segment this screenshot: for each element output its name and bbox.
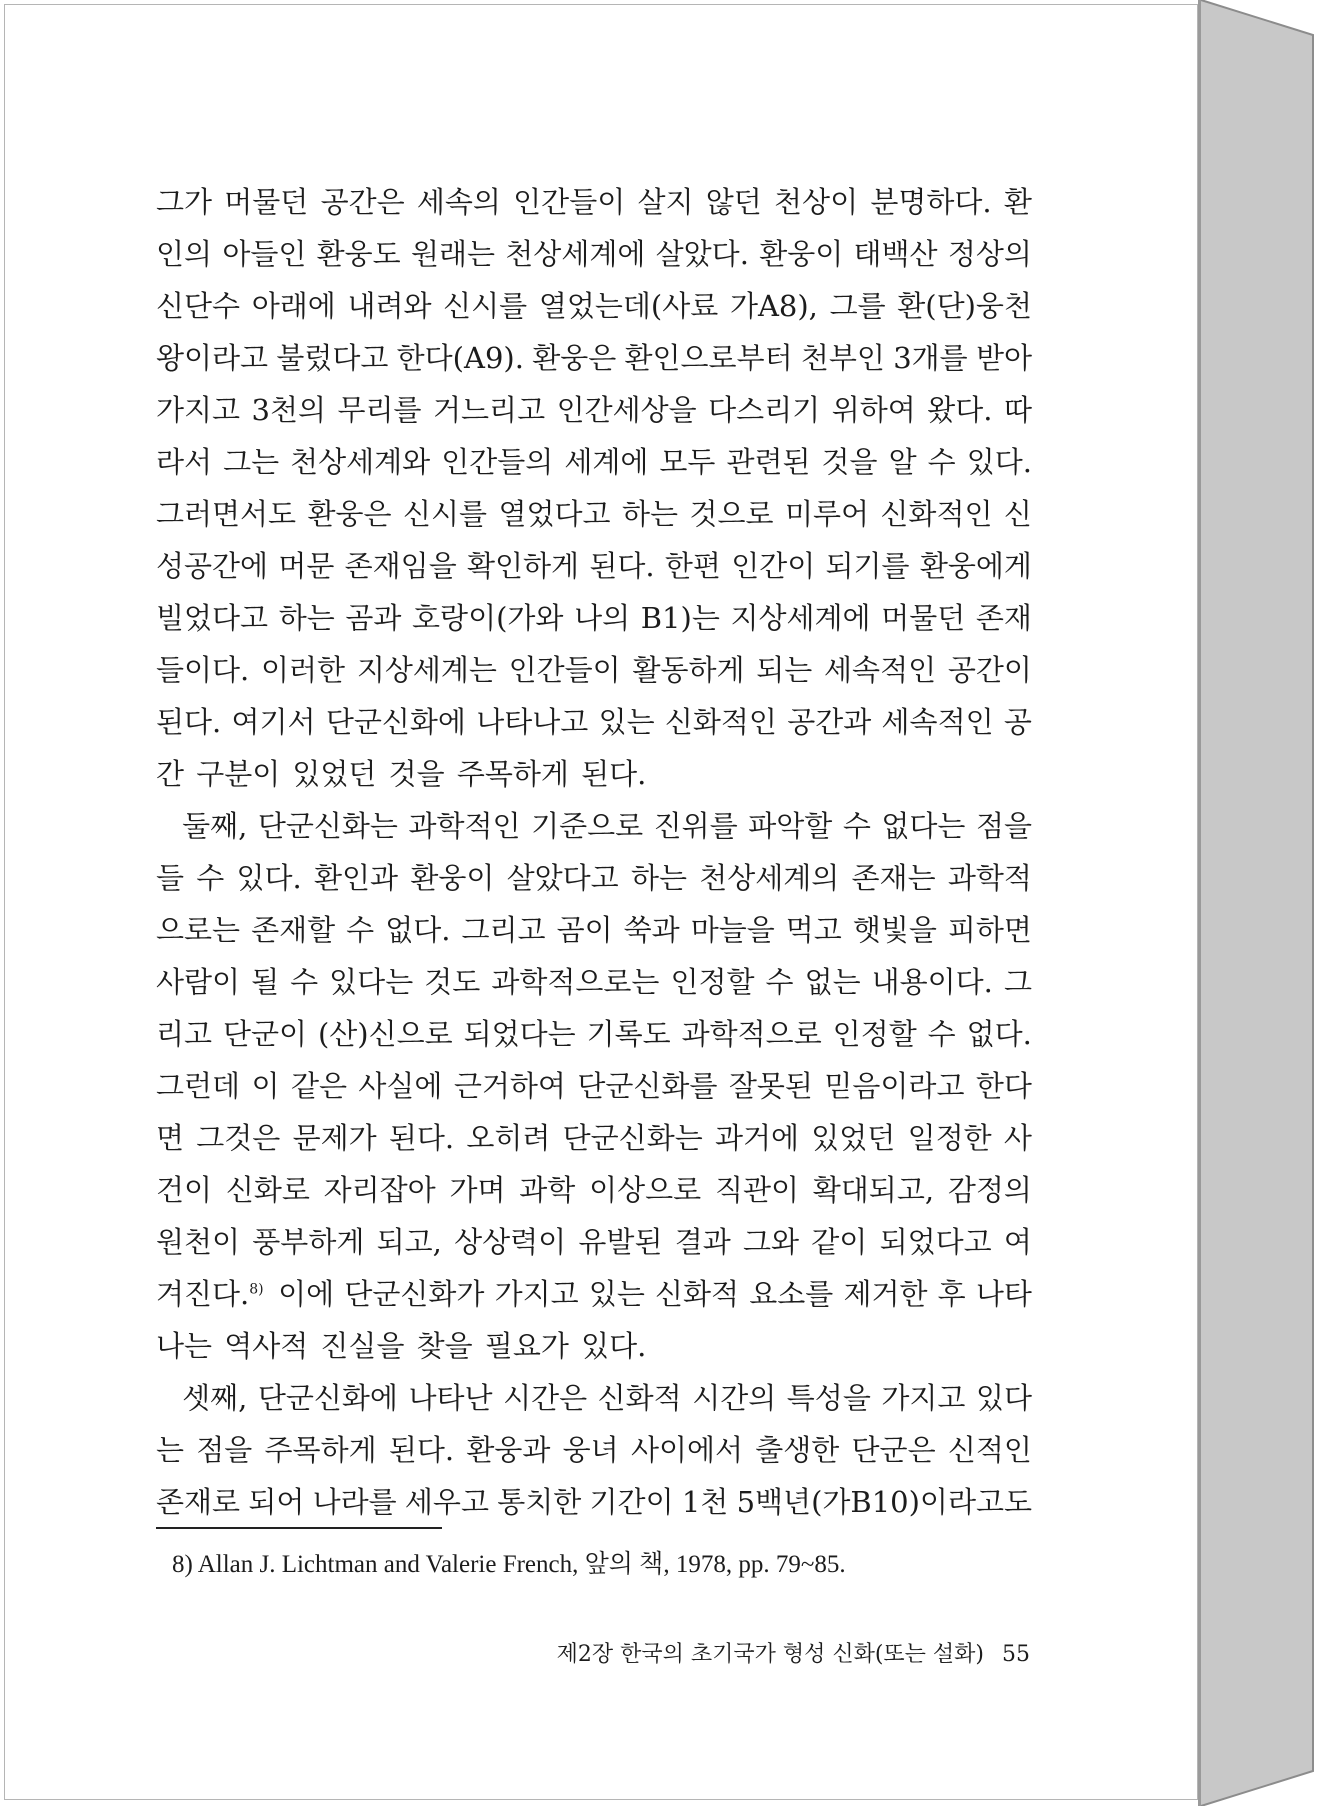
word: 머문	[278, 549, 335, 583]
word: 인간들이	[513, 185, 626, 219]
word: 수	[346, 913, 375, 947]
word: 사람이	[156, 965, 241, 999]
word: 신화적	[597, 1381, 682, 1415]
word: 그것은	[196, 1121, 281, 1155]
word: 같이	[811, 1225, 868, 1259]
word: 다스리기	[708, 393, 821, 427]
word: 단군이	[222, 1017, 308, 1051]
word: 진위를	[653, 809, 738, 843]
word: 단군신화가	[344, 1277, 485, 1311]
word: 일정한	[907, 1121, 992, 1155]
word: 진실을	[320, 1329, 405, 1363]
word: 그와	[743, 1225, 800, 1259]
word: 환웅은	[532, 341, 617, 375]
footnote-ref-word: 겨진다.$^{8)}$	[156, 1277, 264, 1311]
word: 것을	[821, 445, 878, 479]
word: 없다는	[881, 809, 966, 843]
word: 단군은	[851, 1433, 936, 1467]
word: 없는	[804, 965, 861, 999]
word: 셋째,	[182, 1381, 248, 1415]
word: 거느리고	[433, 393, 546, 427]
word: 신화적	[655, 1277, 740, 1311]
word: 호랑이(가와	[412, 601, 564, 635]
word: 존재임을	[344, 549, 457, 583]
word: 알	[888, 445, 917, 479]
word: 되는	[756, 653, 813, 687]
footnote: 8) Allan J. Lichtman and Valerie French, 앞의 책, 1978, pp. 79~85.	[172, 1551, 846, 1578]
word: 확인하게	[467, 549, 580, 583]
word: 살았다고	[506, 861, 619, 895]
word: 통치한	[497, 1485, 582, 1519]
word: 되어	[248, 1485, 305, 1519]
word: 원천이	[156, 1225, 241, 1259]
word: 열었다고	[498, 497, 611, 531]
word: 요소를	[749, 1277, 834, 1311]
word: 환(단)웅천	[897, 289, 1032, 323]
word: 건이	[156, 1173, 213, 1207]
word: 결과	[674, 1225, 731, 1259]
word: 과거에	[714, 1121, 800, 1155]
word: 공간과	[787, 705, 872, 739]
word: 환웅에게	[919, 549, 1032, 583]
word: 신	[1003, 497, 1032, 531]
word: 되었다고	[879, 1225, 992, 1259]
word: 간	[156, 757, 185, 791]
word: 단군신화는	[562, 1121, 703, 1155]
word: 수	[842, 809, 871, 843]
word: 환웅이	[759, 237, 844, 271]
word: 공간이	[947, 653, 1032, 687]
text-line-with-footnote	[156, 1268, 1032, 1320]
text-line	[156, 332, 1032, 384]
word: 기간이	[589, 1485, 674, 1519]
word: 공	[1003, 705, 1032, 739]
word: 세속적인	[824, 653, 937, 687]
word: 되었다는	[463, 1017, 576, 1051]
word: 곰이	[556, 913, 613, 947]
word: 될	[251, 965, 280, 999]
word: 세계에	[564, 445, 649, 479]
word: 한다	[975, 1069, 1032, 1103]
word: 없다.	[966, 1017, 1032, 1051]
word: 한다(A9).	[396, 341, 524, 375]
word: 신화적인	[664, 705, 777, 739]
word: 그런데	[156, 1069, 241, 1103]
word: 가A8),	[729, 289, 818, 323]
word: 위하여	[831, 393, 916, 427]
word: 과학	[519, 1173, 576, 1207]
word: 것을	[388, 757, 445, 791]
word: 환인과	[314, 861, 399, 895]
word: 신시를	[443, 289, 528, 323]
word: 확대되고,	[812, 1173, 935, 1207]
word: 있다	[975, 1381, 1032, 1415]
word: 감정의	[947, 1173, 1032, 1207]
word: 주목하게	[456, 757, 569, 791]
word: 하는	[621, 497, 679, 531]
word: 인정할	[832, 1017, 917, 1051]
word: 있었던	[292, 757, 377, 791]
word: 출생한	[755, 1433, 840, 1467]
word: 따	[1003, 393, 1032, 427]
word: 유발된	[578, 1225, 663, 1259]
word: 사이에서	[630, 1433, 743, 1467]
text-line	[156, 384, 1032, 436]
word: 과학적으로	[681, 1017, 822, 1051]
word: 나타	[975, 1277, 1032, 1311]
word: 나라를	[312, 1485, 397, 1519]
word: 무리를	[337, 393, 422, 427]
word: 나타난	[408, 1381, 493, 1415]
text-line	[156, 1476, 1032, 1528]
word: (산)신으로	[317, 1017, 453, 1051]
word: 기록도	[586, 1017, 671, 1051]
word: 오히려	[466, 1121, 551, 1155]
word: 천상이	[774, 185, 859, 219]
word: 없다.	[385, 913, 451, 947]
word: 신화적인	[880, 497, 993, 531]
word: 있었던	[811, 1121, 896, 1155]
word: 세속적인	[881, 705, 994, 739]
word: 주목하게	[264, 1433, 377, 1467]
word: 인간세상을	[556, 393, 697, 427]
word: 5백년(가B10)이라고도	[736, 1485, 1032, 1519]
text-line	[156, 1424, 1032, 1476]
word: 수	[765, 965, 794, 999]
word: 열었는데(사료	[538, 289, 719, 323]
word: 있다.	[966, 445, 1032, 479]
word: 자리잡아	[323, 1173, 436, 1207]
word: 받아	[975, 341, 1032, 375]
text-line	[156, 1008, 1032, 1060]
text-line	[156, 1216, 1032, 1268]
word: 들이다.	[156, 653, 250, 687]
text-line	[156, 280, 1032, 332]
word: 리고	[156, 1017, 213, 1051]
word: 환웅과	[466, 1433, 551, 1467]
text-line	[156, 904, 1032, 956]
word: 된다.	[589, 549, 655, 583]
word: 라서	[156, 445, 213, 479]
word: 여기서	[231, 705, 316, 739]
word: 인정할	[670, 965, 755, 999]
word: 잘못된	[728, 1069, 813, 1103]
word: 수	[927, 445, 956, 479]
word: 그리고	[461, 913, 546, 947]
word: 필요가	[484, 1329, 569, 1363]
word: 한편	[664, 549, 721, 583]
word: 공간은	[320, 185, 405, 219]
word: 직관이	[714, 1173, 799, 1207]
word: 시간은	[503, 1381, 588, 1415]
word: 가지고	[156, 393, 241, 427]
word: 모두	[659, 445, 716, 479]
word: 내용이다.	[871, 965, 993, 999]
word: 환인으로부터	[624, 341, 793, 375]
text-line	[156, 852, 1032, 904]
word: 신적인	[947, 1433, 1032, 1467]
word: 환웅이	[410, 861, 495, 895]
word: 점을	[196, 1433, 253, 1467]
word: 존재는	[851, 861, 936, 895]
word: 풍부하게	[252, 1225, 365, 1259]
word: 인간이	[731, 549, 816, 583]
word: 수	[290, 965, 319, 999]
word: 세속의	[416, 185, 501, 219]
text-line	[156, 1320, 658, 1372]
word: 살았다.	[655, 237, 749, 271]
word: 들	[156, 861, 185, 895]
word: 특성을	[786, 1381, 871, 1415]
word: 쑥과	[623, 913, 680, 947]
footnote-separator	[156, 1527, 442, 1529]
word: 환웅은	[307, 497, 392, 531]
word: 사	[1003, 1121, 1032, 1155]
text-line	[156, 1112, 1032, 1164]
text-line	[156, 1060, 1032, 1112]
word: 것으로	[689, 497, 774, 531]
word: 그	[1003, 965, 1032, 999]
word: 되고,	[376, 1225, 442, 1259]
word: 아래에	[251, 289, 336, 323]
word: 먹고	[785, 913, 842, 947]
word: B1)는	[640, 601, 720, 635]
paragraph-start-line	[156, 1372, 1032, 1424]
word: 구분이	[196, 757, 281, 791]
word: 있다.	[236, 861, 302, 895]
word: 성공간에	[156, 549, 269, 583]
word: 신시를	[403, 497, 488, 531]
word: 환웅도	[316, 237, 401, 271]
running-footer	[510, 1637, 1030, 1668]
word: 천부인	[800, 341, 885, 375]
word: 존재로	[156, 1485, 241, 1519]
word: 존재할	[251, 913, 336, 947]
word: 과학적으로는	[491, 965, 660, 999]
text-line	[156, 592, 1032, 644]
word: 있는	[598, 705, 655, 739]
text-line	[156, 540, 1032, 592]
word: 믿음이라고	[824, 1069, 965, 1103]
word: 왔다.	[927, 393, 993, 427]
word: 내려와	[347, 289, 432, 323]
word: 되기를	[825, 549, 910, 583]
word: 는	[156, 1433, 185, 1467]
word: 그를	[829, 289, 886, 323]
word: 머물던	[224, 185, 309, 219]
paragraph-start-line	[156, 800, 1032, 852]
word: 1천	[681, 1485, 729, 1519]
word: 과학적	[947, 861, 1032, 895]
word: 찾을	[416, 1329, 473, 1363]
word: 이에	[278, 1277, 335, 1311]
word: 역사적	[224, 1329, 309, 1363]
word: 단군신화에	[325, 705, 466, 739]
text-line	[156, 488, 1032, 540]
word: 태백산	[853, 237, 938, 271]
word: 원래는	[410, 237, 496, 271]
word: 면	[156, 1121, 185, 1155]
word: 기준으로	[531, 809, 644, 843]
word: 그러면서도	[156, 497, 297, 531]
word: 세우고	[404, 1485, 489, 1519]
word: 인의	[156, 237, 213, 271]
word: 나의	[574, 601, 631, 635]
word: 존재	[975, 601, 1032, 635]
footnote-reference[interactable]: 8)	[249, 1281, 264, 1298]
word: 신화로	[225, 1173, 310, 1207]
word: 같은	[290, 1069, 347, 1103]
word: 된다.	[581, 757, 647, 791]
word: 이러한	[261, 653, 346, 687]
text-line	[156, 644, 1032, 696]
word: 나는	[156, 1329, 213, 1363]
word: 신단수	[156, 289, 241, 323]
word: 이상으로	[589, 1173, 702, 1207]
word: 수	[196, 861, 225, 895]
word: 된다.	[388, 1121, 455, 1155]
word: 천상세계에	[505, 237, 646, 271]
word: 이	[251, 1069, 280, 1103]
word: 된다.	[388, 1433, 455, 1467]
word: 있다.	[581, 1329, 647, 1363]
word: 된다.	[156, 705, 222, 739]
word: 환	[1003, 185, 1032, 219]
word: 인간들의	[441, 445, 554, 479]
word: 있다는	[329, 965, 414, 999]
word: 3천의	[251, 393, 327, 427]
word: 상상력이	[454, 1225, 567, 1259]
word: 웅녀	[562, 1433, 619, 1467]
word: 빌었다고	[156, 601, 269, 635]
chapter-title: 제2장 한국의 초기국가 형성 신화(또는 설화)	[556, 1642, 984, 1667]
word: 제거한	[843, 1277, 928, 1311]
word: 피하면	[947, 913, 1032, 947]
word: 점을	[975, 809, 1032, 843]
word: 아들인	[222, 237, 307, 271]
word: 햇빛을	[852, 913, 937, 947]
word: 파악할	[748, 809, 833, 843]
word: 나타나고	[476, 705, 589, 739]
text-line	[156, 696, 1032, 748]
word: 시간의	[692, 1381, 777, 1415]
word: 후	[937, 1277, 966, 1311]
word: 하는	[630, 861, 687, 895]
word: 그가	[156, 185, 213, 219]
word: 단군신화는	[257, 809, 398, 843]
word: 근거하여	[453, 1069, 566, 1103]
word: 가며	[449, 1173, 506, 1207]
word: 마늘을	[690, 913, 775, 947]
word: 않던	[705, 185, 762, 219]
word: 머물던	[881, 601, 966, 635]
text-line	[156, 748, 658, 800]
text-line	[156, 436, 1032, 488]
word: 여	[1003, 1225, 1032, 1259]
word: 지상세계는	[356, 653, 497, 687]
word: 3개를	[893, 341, 968, 375]
word: 것도	[424, 965, 481, 999]
word: 천상세계의	[699, 861, 840, 895]
word: 으로는	[156, 913, 241, 947]
word: 단군신화에	[257, 1381, 398, 1415]
word: 수	[927, 1017, 956, 1051]
word: 관련된	[726, 445, 811, 479]
word: 단군신화를	[577, 1069, 718, 1103]
word: 문제가	[292, 1121, 377, 1155]
word: 왕이라고	[156, 341, 269, 375]
word: 살지	[637, 185, 694, 219]
word: 곰과	[345, 601, 402, 635]
word: 과학적인	[408, 809, 521, 843]
word: 분명하다.	[870, 185, 992, 219]
text-line	[156, 176, 1032, 228]
word: 지상세계에	[730, 601, 871, 635]
text-line	[156, 228, 1032, 280]
word: 사실에	[358, 1069, 443, 1103]
word: 천상세계와	[290, 445, 431, 479]
page-number: 55	[1002, 1642, 1030, 1667]
word: 활동하게	[632, 653, 745, 687]
word: 인간들이	[508, 653, 621, 687]
word: 가지고	[881, 1381, 966, 1415]
word: 불렀다고	[276, 341, 389, 375]
word: 미루어	[784, 497, 869, 531]
word: 가지고	[494, 1277, 579, 1311]
text-line	[156, 956, 1032, 1008]
word: 있는	[588, 1277, 645, 1311]
word: 그는	[223, 445, 280, 479]
word: 둘째,	[182, 809, 248, 843]
word: 하는	[278, 601, 335, 635]
page-stack-edge	[1198, 0, 1319, 1806]
text-line	[156, 1164, 1032, 1216]
word: 정상의	[947, 237, 1032, 271]
